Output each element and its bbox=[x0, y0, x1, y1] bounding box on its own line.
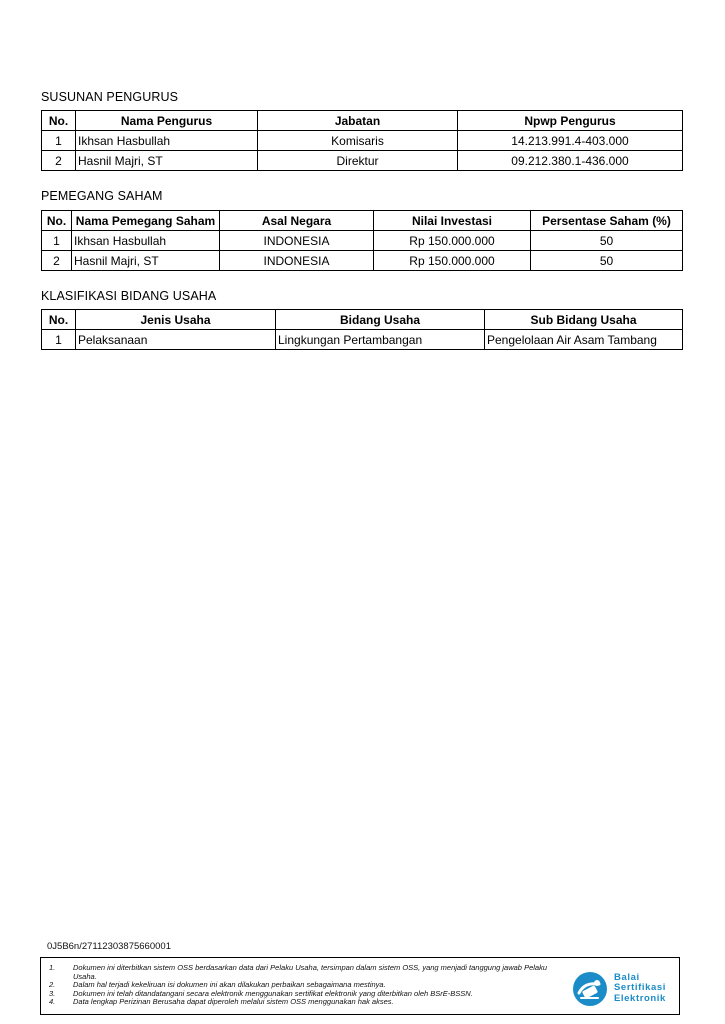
table-row bbox=[42, 251, 683, 271]
header-jenis-usaha: Jenis Usaha bbox=[76, 310, 276, 330]
table-row bbox=[42, 131, 683, 151]
cell-nama: Hasnil Majri, ST bbox=[76, 151, 258, 171]
cell-no: 2 bbox=[42, 151, 76, 171]
cell-npwp: 09.212.380.1-436.000 bbox=[458, 151, 683, 171]
table-pemegang-saham bbox=[41, 210, 683, 271]
section-title-susunan-pengurus: SUSUNAN PENGURUS bbox=[41, 90, 179, 104]
header-persentase-saham: Persentase Saham (%) bbox=[531, 211, 683, 231]
table-header-row bbox=[42, 111, 683, 131]
cell-sub-bidang-usaha: Pengelolaan Air Asam Tambang bbox=[485, 330, 683, 350]
disclaimer-note: 2. Dalam hal terjadi kekeliruan isi dokumen ini akan dilakukan perbaikan sebagaimana mestinya. bbox=[49, 980, 386, 990]
cell-nilai-investasi: Rp 150.000.000 bbox=[374, 231, 531, 251]
header-no: No. bbox=[42, 211, 72, 231]
cell-npwp: 14.213.991.4-403.000 bbox=[458, 131, 683, 151]
table-klasifikasi-bidang-usaha bbox=[41, 309, 683, 350]
footer-disclaimer-box bbox=[40, 957, 680, 1015]
table-row bbox=[42, 231, 683, 251]
bsre-logo-icon bbox=[572, 971, 608, 1007]
cell-bidang-usaha: Lingkungan Pertambangan bbox=[276, 330, 485, 350]
header-jabatan: Jabatan bbox=[258, 111, 458, 131]
cell-no: 1 bbox=[42, 231, 72, 251]
cell-asal-negara: INDONESIA bbox=[220, 251, 374, 271]
disclaimer-note: 3. Dokumen ini telah ditandatangani secara elektronik menggunakan sertifikat elektronik yang diterbitkan oleh BSrE-BSSN. bbox=[49, 988, 473, 998]
table-row bbox=[42, 330, 683, 350]
cell-asal-negara: INDONESIA bbox=[220, 231, 374, 251]
header-nilai-investasi: Nilai Investasi bbox=[374, 211, 531, 231]
header-no: No. bbox=[42, 310, 76, 330]
cell-nama: Ikhsan Hasbullah bbox=[76, 131, 258, 151]
header-nama-pengurus: Nama Pengurus bbox=[76, 111, 258, 131]
table-row bbox=[42, 151, 683, 171]
cell-nama: Ikhsan Hasbullah bbox=[72, 231, 220, 251]
cell-no: 1 bbox=[42, 131, 76, 151]
disclaimer-note: 4. Data lengkap Perizinan Berusaha dapat diperoleh melalui sistem OSS menggunakan hak akses. bbox=[49, 997, 394, 1007]
cell-nilai-investasi: Rp 150.000.000 bbox=[374, 251, 531, 271]
cell-persentase: 50 bbox=[531, 251, 683, 271]
header-bidang-usaha: Bidang Usaha bbox=[276, 310, 485, 330]
header-asal-negara: Asal Negara bbox=[220, 211, 374, 231]
table-header-row bbox=[42, 211, 683, 231]
header-sub-bidang-usaha: Sub Bidang Usaha bbox=[485, 310, 683, 330]
header-npwp-pengurus: Npwp Pengurus bbox=[458, 111, 683, 131]
header-nama-pemegang-saham: Nama Pemegang Saham bbox=[72, 211, 220, 231]
document-code: 0J5B6n/27112303875660001 bbox=[47, 941, 171, 952]
table-susunan-pengurus bbox=[41, 110, 683, 171]
cell-jabatan: Komisaris bbox=[258, 131, 458, 151]
cell-nama: Hasnil Majri, ST bbox=[72, 251, 220, 271]
header-no: No. bbox=[42, 111, 76, 131]
disclaimer-note: 1. Dokumen ini diterbitkan sistem OSS berdasarkan data dari Pelaku Usaha, tersimpan dalam sistem OSS, yang menjadi tanggung jawab Pelaku Usaha. bbox=[49, 963, 547, 981]
bsre-logo-text: Balai Sertifikasi Elektronik bbox=[614, 972, 667, 1004]
cell-no: 2 bbox=[42, 251, 72, 271]
section-title-pemegang-saham: PEMEGANG SAHAM bbox=[41, 189, 163, 203]
section-title-klasifikasi-bidang-usaha: KLASIFIKASI BIDANG USAHA bbox=[41, 289, 217, 303]
cell-jabatan: Direktur bbox=[258, 151, 458, 171]
table-header-row bbox=[42, 310, 683, 330]
cell-jenis-usaha: Pelaksanaan bbox=[76, 330, 276, 350]
cell-no: 1 bbox=[42, 330, 76, 350]
disclaimer-notes bbox=[49, 964, 569, 1007]
bsre-logo bbox=[572, 968, 680, 1008]
cell-persentase: 50 bbox=[531, 231, 683, 251]
